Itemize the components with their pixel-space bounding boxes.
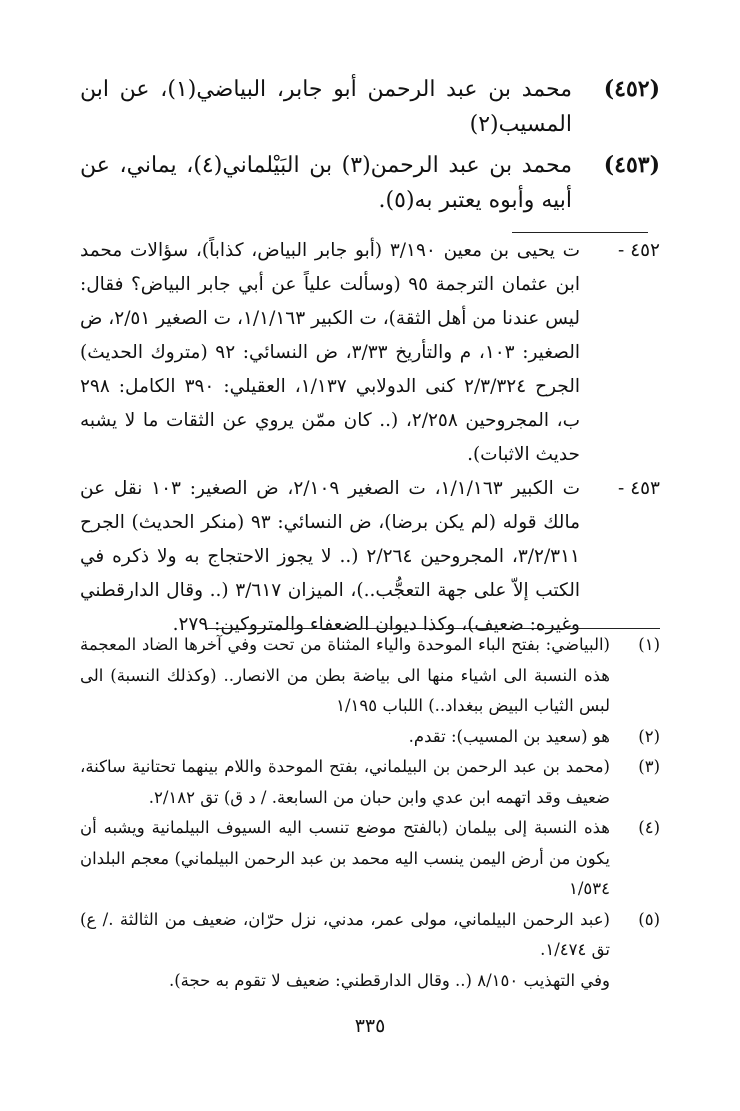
footnote-1: [80, 630, 660, 722]
footnote-divider: [205, 628, 660, 629]
page-number: ٣٣٥: [354, 1015, 386, 1037]
footnote-text: (عبد الرحمن البيلماني، مولى عمر، مدني، نزل حرّان، ضعيف من الثالثة ./ ع) تق ١/٤٧٤.: [80, 909, 610, 959]
reference-number: ٤٥٣ -: [618, 478, 660, 499]
footnote-text: هو (سعيد بن المسيب): تقدم.: [408, 726, 610, 746]
entry-text: محمد بن عبد الرحمن(٣) بن البَيْلماني(٤)، يماني، عن أبيه وأبوه يعتبر به(٥).: [80, 153, 572, 213]
reference-text: ت يحيى بن معين ٣/١٩٠ (أبو جابر البياض، كذاباً)، سؤالات محمد ابن عثمان الترجمة ٩٥ (وسألت علياً عن أبي جابر البياض؟ فقال: ليس عندنا من أهل الثقة)، ت الكبير ١/١/١٦٣، ت الصغير ٢/٥١، ض الصغير: ١٠٣، م والتأريخ ٣/٣٣، ض النسائي: ٩٢ (متروك الحديث) الجرح ٢/٣/٣٢٤ كنى الدولابي ١/١٣٧، العقيلي: ٣٩٠ الكامل: ٢٩٨ ب، المجروحين ٢/٢٥٨، (.. كان ممّن يروي عن الثقات ما لا يشبه حديث الاثبات).: [80, 240, 581, 465]
section-divider: [512, 232, 648, 233]
entry-453: [80, 148, 660, 218]
footnotes: [80, 630, 660, 996]
footnote-5: [80, 905, 660, 966]
reference-section: [80, 234, 660, 642]
footnote-number: (٢): [638, 726, 660, 746]
footnote-continuation: وفي التهذيب ٨/١٥٠ (.. وقال الدارقطني: ضعيف لا تقوم به حجة).: [169, 970, 610, 990]
entry-number: (٤٥٢): [603, 76, 660, 102]
entry-452: [80, 72, 660, 142]
footnote-text: هذه النسبة إلى بيلمان (بالفتح موضع تنسب اليه السيوف البيلمانية ويشبه أن يكون من أرض اليمن ينسب اليه محمد بن عبد الرحمن البيلماني) معجم البلدان ١/٥٣٤: [80, 818, 610, 898]
footnote-number: (٥): [638, 909, 660, 929]
reference-453: [80, 472, 660, 642]
entry-number: (٤٥٣): [603, 152, 660, 178]
footnote-number: (٤): [638, 818, 660, 837]
footnote-number: (٣): [638, 757, 660, 776]
reference-text: ت الكبير ١/١/١٦٣، ت الصغير ٢/١٠٩، ض الصغير: ١٠٣ نقل عن مالك قوله (لم يكن برضا)، ض النسائي: ٩٣ (منكر الحديث) الجرح ٣/٢/٣١١، المجروحين ٢/٢٦٤ (.. لا يجوز الاحتجاج به ولا ذكره في الكتب إلاّ على جهة التعجُّب..)، الميزان ٣/٦١٧ (.. وقال الدارقطني وغيره: ضعيف)، وكذا ديوان الضعفاء والمتروكين: ٢٧٩.: [80, 478, 581, 635]
footnote-4: [80, 813, 660, 905]
footnote-number: (١): [638, 635, 660, 654]
reference-number: ٤٥٢ -: [618, 240, 660, 261]
entry-text: محمد بن عبد الرحمن أبو جابر، البياضي(١)، عن ابن المسيب(٢): [80, 77, 572, 137]
reference-452: [80, 234, 660, 472]
footnote-2: [80, 722, 660, 753]
footnote-text: (البياضي: بفتح الباء الموحدة والياء المثناة من تحت وفي آخرها الضاد المعجمة هذه النسبة الى اشياء منها الى بياضة بطن من الانصار.. (وكذلك النسبة) الى لبس الثياب البيض ببغداد..) اللباب ١/١٩٥: [80, 635, 610, 715]
main-entries: [80, 72, 660, 218]
footnote-text: (محمد بن عبد الرحمن بن البيلماني، بفتح الموحدة واللام بينهما تحتانية ساكنة، ضعيف وقد اتهمه ابن عدي وابن حبان من السابعة. / د ق) تق ٢/١٨٢.: [80, 757, 610, 807]
footnote-3: [80, 752, 660, 813]
